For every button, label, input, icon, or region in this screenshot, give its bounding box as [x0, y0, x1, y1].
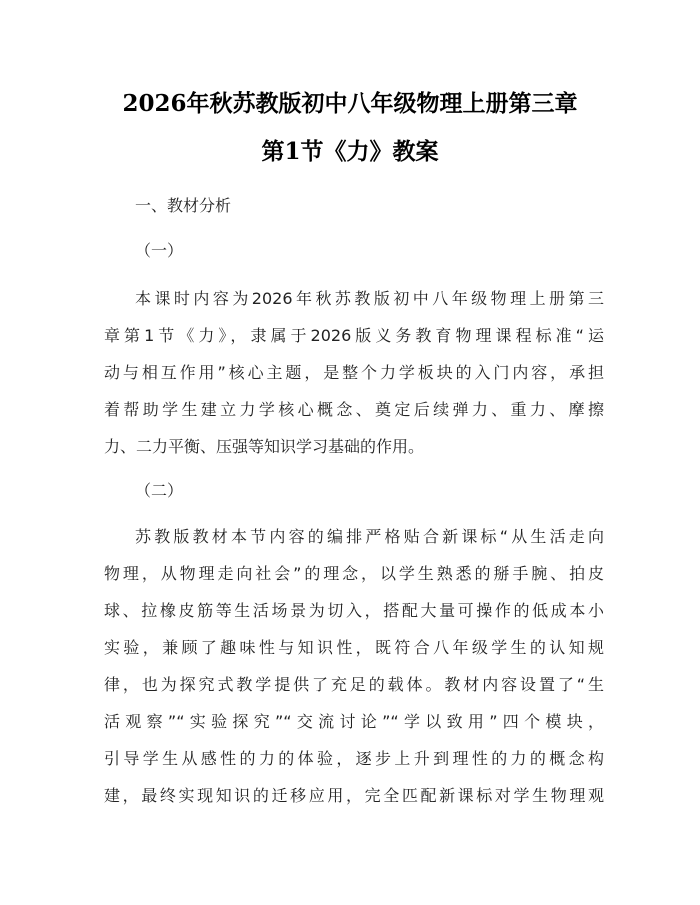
- paragraph-2-line: 实验，兼顾了趣味性与知识性，既符合八年级学生的认知规: [104, 638, 604, 657]
- paragraph-2-line: 物理，从物理走向社会”的理念，以学生熟悉的掰手腕、拍皮: [104, 564, 604, 583]
- paragraph-1-line: 动与相互作用”核心主题，是整个力学板块的入门内容，承担: [104, 363, 604, 382]
- paragraph-1-line: 着帮助学生建立力学核心概念、奠定后续弹力、重力、摩擦: [104, 400, 604, 419]
- paragraph-1-line: 章第1节《力》，隶属于2026版义务教育物理课程标准“运: [104, 326, 604, 345]
- subsection-label-2: （二）: [135, 481, 184, 500]
- paragraph-1-line: 力、二力平衡、压强等知识学习基础的作用。: [104, 437, 425, 456]
- document-title-line-2: 第1节《力》教案: [261, 138, 439, 165]
- paragraph-2-line: 建，最终实现知识的迁移应用，完全匹配新课标对学生物理观: [104, 786, 604, 805]
- paragraph-1-line: 本课时内容为2026年秋苏教版初中八年级物理上册第三: [135, 289, 604, 308]
- paragraph-2-line: 球、拉橡皮筋等生活场景为切入，搭配大量可操作的低成本小: [104, 601, 604, 620]
- document-title-line-1: 2026年秋苏教版初中八年级物理上册第三章: [122, 90, 578, 117]
- paragraph-2-line: 引导学生从感性的力的体验，逐步上升到理性的力的概念构: [104, 749, 604, 768]
- paragraph-2-line: 律，也为探究式教学提供了充足的载体。教材内容设置了“生: [104, 675, 604, 694]
- section-heading-textbook-analysis: 一、教材分析: [135, 196, 232, 215]
- paragraph-2-line: 苏教版教材本节内容的编排严格贴合新课标“从生活走向: [135, 527, 604, 546]
- paragraph-2-line: 活观察”“实验探究”“交流讨论”“学以致用”四个模块，: [104, 712, 604, 731]
- subsection-label-1: （一）: [135, 241, 184, 260]
